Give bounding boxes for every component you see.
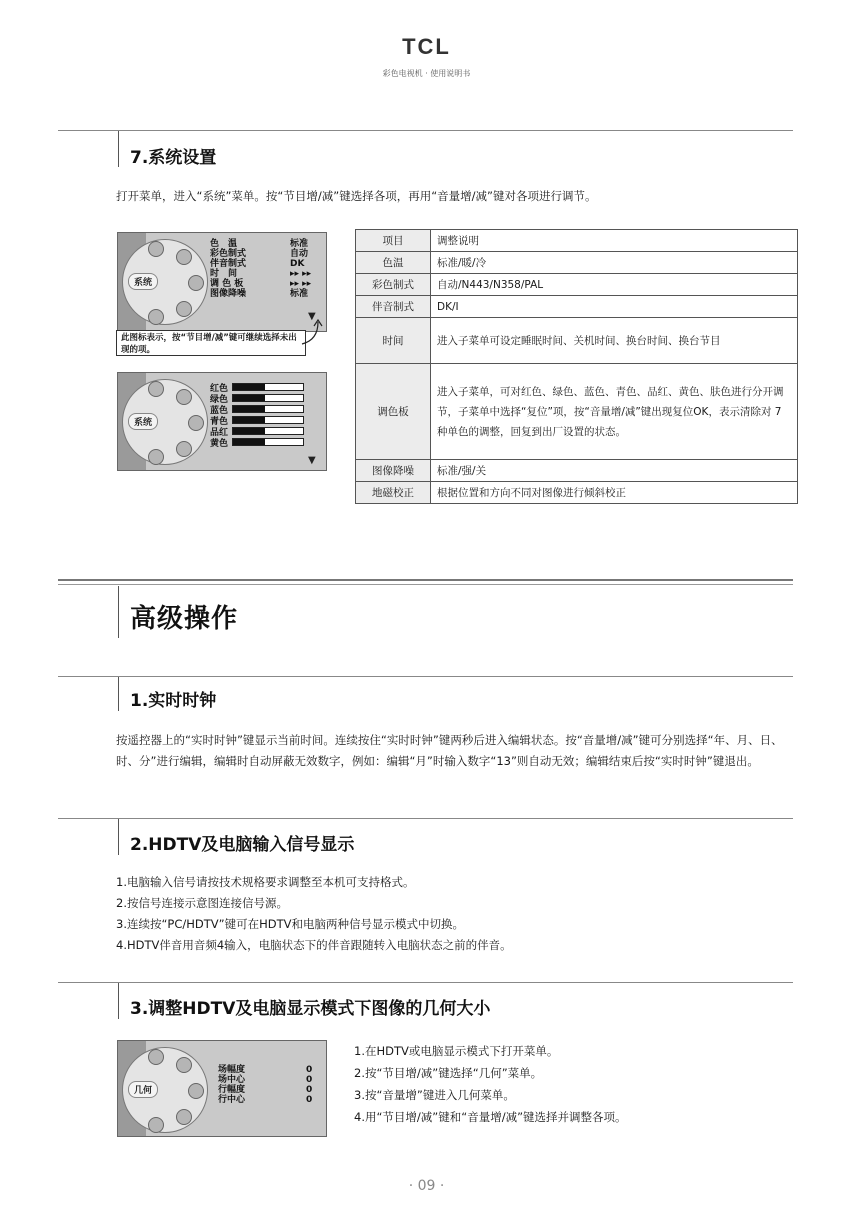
list-item: 3.连续按“PC/HDTV”键可在HDTV和电脑两种信号显示模式中切换。 bbox=[116, 917, 465, 931]
osd-row: 调 色 板 ▸▸ ▸▸ bbox=[210, 279, 312, 289]
table-cell-key: 调色板 bbox=[356, 364, 431, 460]
list-item: 2.按信号连接示意图连接信号源。 bbox=[116, 896, 288, 910]
osd-knob-icon bbox=[176, 1057, 192, 1073]
table-row bbox=[356, 482, 798, 504]
brand-logo: TCL bbox=[402, 34, 451, 59]
palette-row: 青色 bbox=[210, 417, 229, 427]
table-row bbox=[356, 274, 798, 296]
hdtv-list bbox=[116, 872, 796, 956]
table-cell-key: 彩色制式 bbox=[356, 274, 431, 296]
down-arrow-icon: ▼ bbox=[308, 311, 316, 322]
section-title-hdtv: 2.HDTV及电脑输入信号显示 bbox=[130, 835, 355, 855]
osd-knob-icon bbox=[148, 1117, 164, 1133]
table-cell-key: 色温 bbox=[356, 252, 431, 274]
table-row bbox=[356, 296, 798, 318]
osd-knob-icon bbox=[148, 449, 164, 465]
osd-knob-icon bbox=[148, 1049, 164, 1065]
palette-row: 红色 bbox=[210, 384, 229, 394]
osd-system-menu bbox=[117, 232, 327, 332]
table-cell-key: 时间 bbox=[356, 318, 431, 364]
palette-row: 黄色 bbox=[210, 439, 229, 449]
table-cell-key: 伴音制式 bbox=[356, 296, 431, 318]
list-item: 2.按“节目增/减”键选择“几何”菜单。 bbox=[354, 1066, 543, 1080]
palette-bar bbox=[232, 394, 304, 402]
osd-knob-icon bbox=[148, 381, 164, 397]
section-vbar bbox=[118, 819, 119, 855]
table-cell-value: 根据位置和方向不同对图像进行倾斜校正 bbox=[431, 482, 798, 504]
osd-knob-icon bbox=[188, 415, 204, 431]
palette-row: 品红 bbox=[210, 428, 229, 438]
section-vbar bbox=[118, 131, 119, 167]
list-item: 3.按“音量增”键进入几何菜单。 bbox=[354, 1088, 515, 1102]
section-rule bbox=[58, 818, 793, 819]
osd-knob-icon bbox=[176, 1109, 192, 1125]
table-cell-value: 进入子菜单可设定睡眠时间、关机时间、换台时间、换台节目 bbox=[431, 318, 798, 364]
system-settings-table bbox=[355, 229, 798, 504]
system-intro: 打开菜单，进入“系统”菜单。按“节目增/减”键选择各项，再用“音量增/减”键对各项进行调节。 bbox=[116, 189, 597, 203]
chapter-vbar bbox=[118, 586, 119, 638]
table-header-row bbox=[356, 230, 798, 252]
down-arrow-icon: ▼ bbox=[308, 455, 316, 466]
osd-row: 场幅度 0 bbox=[218, 1065, 313, 1075]
palette-bar bbox=[232, 427, 304, 435]
osd-row: 时 间 ▸▸ ▸▸ bbox=[210, 269, 312, 279]
callout-arrow-icon bbox=[300, 318, 324, 348]
section-title-geometry: 3.调整HDTV及电脑显示模式下图像的几何大小 bbox=[130, 999, 491, 1019]
osd-callout-note: 此图标表示，按“节目增/减”键可继续选择未出现的项。 bbox=[116, 330, 306, 356]
section-title-clock: 1.实时时钟 bbox=[130, 691, 217, 711]
osd-knob-icon bbox=[176, 389, 192, 405]
palette-row: 绿色 bbox=[210, 395, 229, 405]
osd-row: 行中心 0 bbox=[218, 1095, 313, 1105]
list-item: 4.HDTV伴音用音频4输入，电脑状态下的伴音跟随转入电脑状态之前的伴音。 bbox=[116, 938, 512, 952]
osd-row: 场中心 0 bbox=[218, 1075, 313, 1085]
section-vbar bbox=[118, 677, 119, 711]
section-rule bbox=[58, 982, 793, 983]
table-row bbox=[356, 318, 798, 364]
osd-dial-label: 几何 bbox=[128, 1081, 158, 1098]
section-rule bbox=[58, 130, 793, 131]
header-subtitle: 彩色电视机 · 使用说明书 bbox=[382, 69, 471, 78]
osd-knob-icon bbox=[176, 301, 192, 317]
table-cell-key: 图像降噪 bbox=[356, 460, 431, 482]
palette-row: 蓝色 bbox=[210, 406, 229, 416]
chapter-rule bbox=[58, 584, 793, 585]
osd-knob-icon bbox=[148, 241, 164, 257]
table-row bbox=[356, 364, 798, 460]
palette-bar bbox=[232, 405, 304, 413]
palette-bar bbox=[232, 383, 304, 391]
osd-row: 图像降噪 标准 bbox=[210, 289, 309, 299]
palette-bar bbox=[232, 416, 304, 424]
osd-geometry-menu bbox=[117, 1040, 327, 1137]
table-cell-value: 标准/暖/冷 bbox=[431, 252, 798, 274]
clock-text: 按遥控器上的“实时时钟”键显示当前时间。连续按住“实时时钟”键两秒后进入编辑状态。按“音量增/减”键可分别选择“年、月、日、时、分”进行编辑，编辑时自动屏蔽无效数字，例如：编辑“月”时输入数字“13”则自动无效；编辑结束后按“实时时钟”键退出。 bbox=[116, 733, 783, 768]
osd-knob-icon bbox=[188, 1083, 204, 1099]
section-vbar bbox=[118, 983, 119, 1019]
table-row bbox=[356, 460, 798, 482]
table-header-cell: 项目 bbox=[356, 230, 431, 252]
osd-dial-label: 系统 bbox=[128, 413, 158, 430]
table-cell-key: 地磁校正 bbox=[356, 482, 431, 504]
table-cell-value: 标准/强/关 bbox=[431, 460, 798, 482]
osd-knob-icon bbox=[188, 275, 204, 291]
osd-row: 色 温 标准 bbox=[210, 239, 309, 249]
chapter-rule bbox=[58, 579, 793, 581]
table-cell-value: 进入子菜单，可对红色、绿色、蓝色、青色、品红、黄色、肤色进行分开调节，子菜单中选择“复位”项，按“音量增/减”键出现复位OK，表示清除对 7 种单色的调整，回复到出厂设置的状态。 bbox=[431, 364, 798, 460]
section-rule bbox=[58, 676, 793, 677]
osd-palette-menu bbox=[117, 372, 327, 471]
osd-knob-icon bbox=[148, 309, 164, 325]
palette-bar bbox=[232, 438, 304, 446]
osd-knob-icon bbox=[176, 441, 192, 457]
list-item: 1.在HDTV或电脑显示模式下打开菜单。 bbox=[354, 1044, 559, 1058]
table-row bbox=[356, 252, 798, 274]
geometry-steps bbox=[354, 1040, 794, 1128]
table-cell-value: DK/I bbox=[431, 296, 798, 318]
page-number: · 09 · bbox=[408, 1178, 445, 1194]
list-item: 4.用“节目增/减”键和“音量增/减”键选择并调整各项。 bbox=[354, 1110, 627, 1124]
osd-row: 彩色制式 自动 bbox=[210, 249, 309, 259]
chapter-title: 高级操作 bbox=[130, 604, 239, 634]
osd-row: 伴音制式 DK bbox=[210, 259, 305, 269]
table-cell-value: 自动/N443/N358/PAL bbox=[431, 274, 798, 296]
osd-row: 行幅度 0 bbox=[218, 1085, 313, 1095]
list-item: 1.电脑输入信号请按技术规格要求调整至本机可支持格式。 bbox=[116, 875, 415, 889]
osd-knob-icon bbox=[176, 249, 192, 265]
section-title-system: 7.系统设置 bbox=[130, 148, 217, 168]
table-header-cell: 调整说明 bbox=[431, 230, 798, 252]
osd-dial-label: 系统 bbox=[128, 273, 158, 290]
